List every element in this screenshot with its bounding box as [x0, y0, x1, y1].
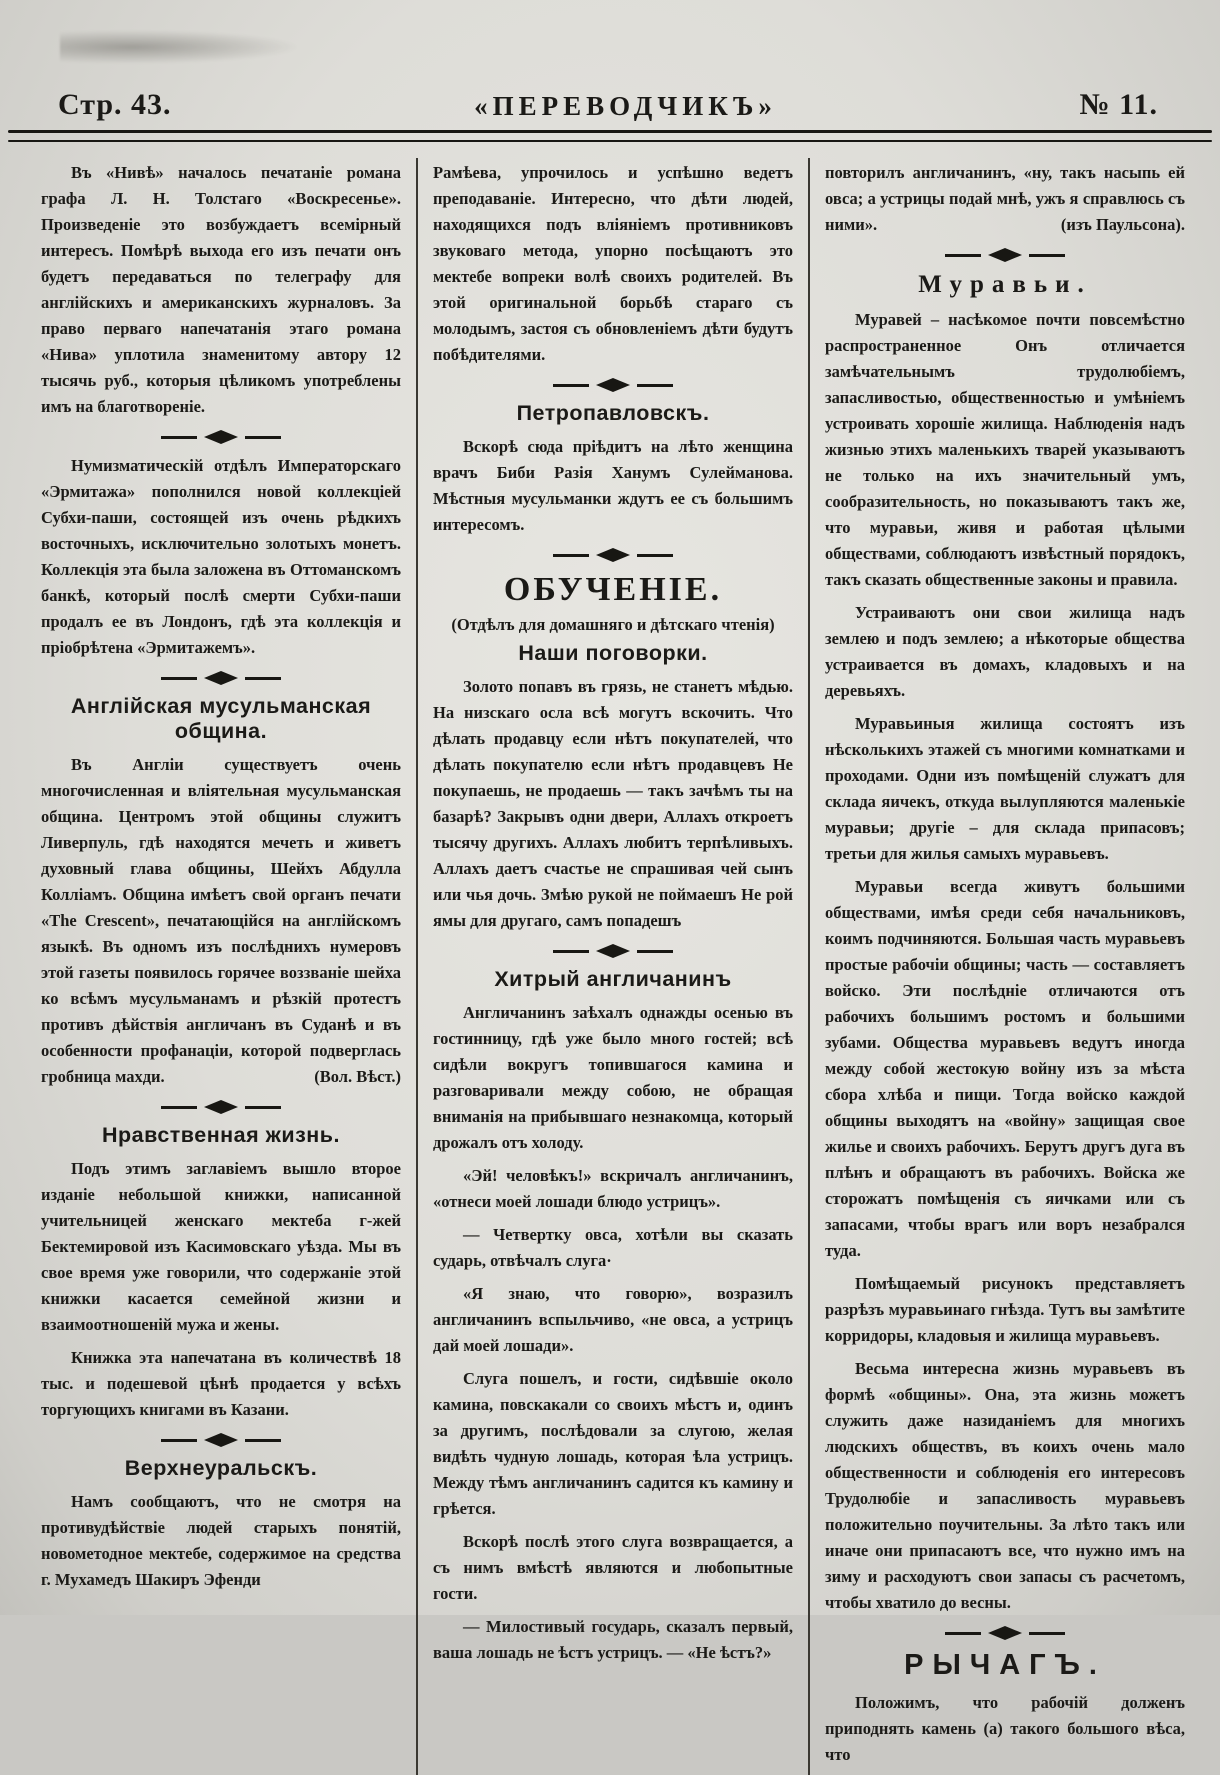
section-divider-ornament	[433, 548, 793, 562]
article-englishman-ending	[825, 160, 1185, 238]
article-englishman-p1: Англичанинъ заѣхалъ однажды осенью въ гостинницу, гдѣ уже было много гостей; всѣ сидѣли вокругъ топившагося камина и разговаривали между собою, не обращая вниманія на прибывшаго незнакомца, который дрожалъ отъ холоду.	[433, 1003, 793, 1152]
article-englishman-p2: «Эй! человѣкъ!» вскричалъ англичанинъ, «отнеси моей лошади блюдо устрицъ».	[433, 1166, 793, 1211]
diamond-ornament-icon	[596, 548, 630, 562]
scan-smudge	[60, 30, 300, 64]
heading-moral-life: Нравственная жизнь.	[102, 1123, 340, 1147]
column-right	[808, 158, 1200, 1775]
diamond-ornament-icon	[596, 944, 630, 958]
article-englishman-p4: «Я знаю, что говорю», возразилъ англичанинъ вспыльчиво, «не овса, а устрицъ дай моей лошади».	[433, 1284, 793, 1355]
section-divider-ornament	[41, 1433, 401, 1447]
article-lever: Положимъ, что рабочій долженъ приподнять камень (а) такого большого вѣса, что	[825, 1693, 1185, 1764]
diamond-ornament-icon	[988, 1626, 1022, 1640]
diamond-ornament-icon	[988, 248, 1022, 262]
heading-verkhneuralsk: Верхнеуральскъ.	[124, 1456, 318, 1480]
article-moral-life-p2: Книжка эта напечатана въ количествѣ 18 тыс. и подешевой цѣнѣ продается у всѣхъ торгующихъ книгами въ Казани.	[41, 1348, 401, 1419]
article-verkhneuralsk: Намъ сообщаютъ, что не смотря на противудѣйствіе людей старыхъ понятій, новометодное мектебе, содержимое на средства г. Мухамедъ Шакиръ Эфенди	[41, 1492, 401, 1589]
article-proverbs: Золото попавъ въ грязь, не станетъ мѣдью. На низскаго осла всѣ могутъ вскочить. Что дѣлать продавцу если нѣтъ покупателей, что дѣлать покупателю если нѣтъ продавцевъ Не покупаешь, не продаешь — такъ зачѣмъ ты на базарѣ? Закрывъ одни двери, Аллахъ откроетъ тысячу другихъ. Аллахъ любитъ терпѣливыхъ. Аллахъ даетъ счастье не спрашивая чей сынъ или чья дочь. Змѣю рукой не поймаешъ Не рой ямы для другаго, самъ попадешъ	[433, 677, 793, 930]
article-englishman-p3: — Четвертку овса, хотѣли вы сказать сударь, отвѣчалъ слуга·	[433, 1225, 793, 1270]
columns	[0, 142, 1220, 1775]
section-divider-ornament	[433, 944, 793, 958]
column-middle	[416, 158, 808, 1775]
heading-obuchenie-section: ОБУЧЕНІЕ.	[503, 571, 723, 608]
article-moral-life-p1: Подъ этимъ заглавіемъ вышло второе изданіе небольшой книжки, написанной учительницей женскаго мектеба г-жей Бектемировой изъ Касимовскаго уѣзда. Мы въ свое время уже говорили, что содержаніе этой книжки касается семейной жизни и взаимоотношеній мужа и жены.	[41, 1159, 401, 1334]
heading-our-proverbs: Наши поговорки.	[518, 641, 708, 665]
section-divider-ornament	[41, 1100, 401, 1114]
article-niva-tolstoy: Въ «Нивѣ» началось печатаніе романа графа Л. Н. Толстаго «Воскресенье». Произведеніе это возбуждаетъ всемірный интересъ. Помѣрѣ выхода его изъ печати онъ будетъ передаваться по телеграфу для англійскихъ и американскихъ журналовъ. За право перваго напечатанія этаго романа «Нива» уплотила знаменитому автору 12 тысячь руб., которыя цѣликомъ употреблены имъ на благотвореніе.	[41, 163, 401, 416]
diamond-ornament-icon	[596, 378, 630, 392]
section-divider-ornament	[825, 248, 1185, 262]
article-verkhneuralsk-continuation: Рамѣева, упрочилось и успѣшно ведетъ преподаваніе. Интересно, что дѣти людей, находящихся подъ вліяніемъ противниковъ звуковаго метода, упорно посѣщаютъ это мектебе вопреки волѣ своихъ родителей. Въ этой оригинальной борьбѣ стараго съ молодымъ, застоя съ обновленіемъ дѣти будутъ побѣдителями.	[433, 163, 793, 364]
article-englishman-p7: — Милостивый государь, сказалъ первый, ваша лошадь не ѣстъ устрицъ. — «Не ѣстъ?»	[433, 1617, 793, 1662]
article-petropavlovsk: Вскорѣ сюда пріѣдитъ на лѣто женщина врачъ Биби Разія Ханумъ Сулейманова. Мѣстныя мусульманки ждутъ ее съ большимъ интересомъ.	[433, 437, 793, 534]
heading-ants: Муравьи.	[918, 271, 1092, 298]
masthead	[0, 0, 1220, 130]
source-attribution: (Вол. Вѣст.)	[314, 1067, 401, 1086]
diamond-ornament-icon	[204, 1433, 238, 1447]
diamond-ornament-icon	[204, 1100, 238, 1114]
article-hermitage-coins: Нумизматическій отдѣлъ Императорскаго «Эрмитажа» пополнился новой коллекціей Субхи-паши, состоящей изъ очень рѣдкихъ восточныхъ, исключительно золотыхъ монетъ. Коллекція эта была заложена въ Оттоманскомъ банкѣ, который послѣ смерти Субхи-паши продалъ ее въ Лондонъ, гдѣ эта коллекція и пріобрѣтена «Эрмитажемъ».	[41, 456, 401, 657]
heading-cunning-englishman: Хитрый англичанинъ	[494, 967, 732, 991]
subheading-obuchenie: (Отдѣлъ для домашняго и дѣтскаго чтенія)	[451, 615, 775, 634]
newspaper-title: «ПЕРЕВОДЧИКЪ»	[474, 91, 777, 121]
article-text: Въ Англіи существуетъ очень многочисленная и вліятельная мусульманская община. Центромъ этой общины служитъ Ливерпуль, гдѣ находятся мечеть и живетъ духовный глава общины, Шейхъ Абдулла Колліамъ. Община имѣетъ свой органъ печати «The Crescent», печатающійся на англійскомъ языкѣ. Въ одномъ изъ послѣднихъ нумеровъ этой газеты появилось горячее воззваніе шейха ко всѣмъ мусульманамъ и рѣзкій протестъ противъ дѣйствія англичанъ въ Суданѣ и въ особенности профанаціи, которой подверглась гробница махди.	[41, 755, 401, 1086]
article-ants-p5: Помѣщаемый рисунокъ представляетъ разрѣзъ муравьинаго гнѣзда. Тутъ вы замѣтите корридоры, кладовыя и жилища муравьевъ.	[825, 1274, 1185, 1345]
article-english-muslim-community	[41, 752, 401, 1090]
section-divider-ornament	[433, 378, 793, 392]
diamond-ornament-icon	[204, 671, 238, 685]
article-ants-p4: Муравьи всегда живутъ большими обществами, имѣя среди себя начальниковъ, коимъ подчиняются. Большая часть муравьевъ простые рабочіи общины; часть — составляетъ войско. Эти послѣдніе отличаются отъ рабочихъ большимъ ростомъ и большими зубами. Общества муравьевъ ведутъ иногда между собой жестокую войну изъ за мѣста сбора хлѣба и пищи. Тогда войско каждой общины выходятъ на «войну» защищая свое жилье и своихъ рабочихъ. Берутъ другъ дуга въ плѣнъ и обращаютъ въ рабочихъ. Войска же сторожатъ помѣщенія съ яичками или съ запасами, чтобы врагъ или воръ незабрался туда.	[825, 877, 1185, 1260]
section-divider-ornament	[41, 671, 401, 685]
heading-petropavlovsk: Петропавловскъ.	[516, 401, 710, 425]
column-left	[26, 158, 416, 1775]
section-divider-ornament	[825, 1626, 1185, 1640]
issue-number: № 11.	[1079, 88, 1158, 121]
article-ants-p6: Весьма интересна жизнь муравьевъ въ формѣ «общины». Она, эта жизнь можетъ служить даже назиданіемъ для многихъ людскихъ обществъ, въ коихъ очень мало общественности и соблюденія его интересовъ Трудолюбіе и запасливость муравьевъ положительно поучительны. За лѣто такъ или иначе они припасаютъ все, что нужно имъ на зиму и расходуютъ свои запасы съ расчетомъ, чтобы хватило до весны.	[825, 1359, 1185, 1612]
article-text: повторилъ англичанинъ, «ну, такъ насыпь ей овса; а устрицы подай мнѣ, ужъ я справлюсь съ ними».	[825, 163, 1185, 234]
heading-english-muslim-community: Англійская мусульманская община.	[70, 694, 372, 743]
article-englishman-p6: Вскорѣ послѣ этого слуга возвращается, а съ нимъ вмѣстѣ являются и любопытные гости.	[433, 1532, 793, 1603]
masthead-rule-top	[8, 130, 1212, 133]
diamond-ornament-icon	[204, 430, 238, 444]
article-ants-p1: Муравей – насѣкомое почти повсемѣстно распространенное Онъ отличается замѣчательнымъ трудолюбіемъ, запасливостью, общественностью и умѣніемъ устроивать хорошіе жилища. Наблюденія надъ жизнью этихъ маленькихъ тварей указываютъ не только на ихъ значительный умъ, сообразительность, но показываютъ такъ же, что муравьи, живя и работая цѣлыми обществами, соблюдаютъ извѣстный порядокъ, такъ сказать общественные законы и правила.	[825, 310, 1185, 589]
masthead-rule	[0, 130, 1220, 142]
heading-lever: РЫЧАГЪ.	[904, 1649, 1106, 1681]
page-number: Стр. 43.	[58, 88, 172, 121]
section-divider-ornament	[41, 430, 401, 444]
source-attribution: (изъ Паульсона).	[1060, 215, 1185, 234]
article-ants-p3: Муравьиныя жилища состоятъ изъ нѣсколькихъ этажей съ многими комнатками и проходами. Одни изъ помѣщеній служатъ для склада яичекъ, откуда вылупляются маленькіе муравьи; другіе – для склада припасовъ; третьи для жилья самыхъ муравьевъ.	[825, 714, 1185, 863]
article-ants-p2: Устраиваютъ они свои жилища надъ землею и подъ землею; а нѣкоторые общества устраивается въ домахъ, кладовыхъ и на деревьяхъ.	[825, 603, 1185, 700]
article-englishman-p5: Слуга пошелъ, и гости, сидѣвшіе около камина, повскакали со своихъ мѣстъ и, одинъ за другимъ, послѣдовали за слугою, желая видѣть чудную лошадь, которая ѣла устрицъ. Между тѣмъ англичанинъ садится къ камину и грѣется.	[433, 1369, 793, 1518]
